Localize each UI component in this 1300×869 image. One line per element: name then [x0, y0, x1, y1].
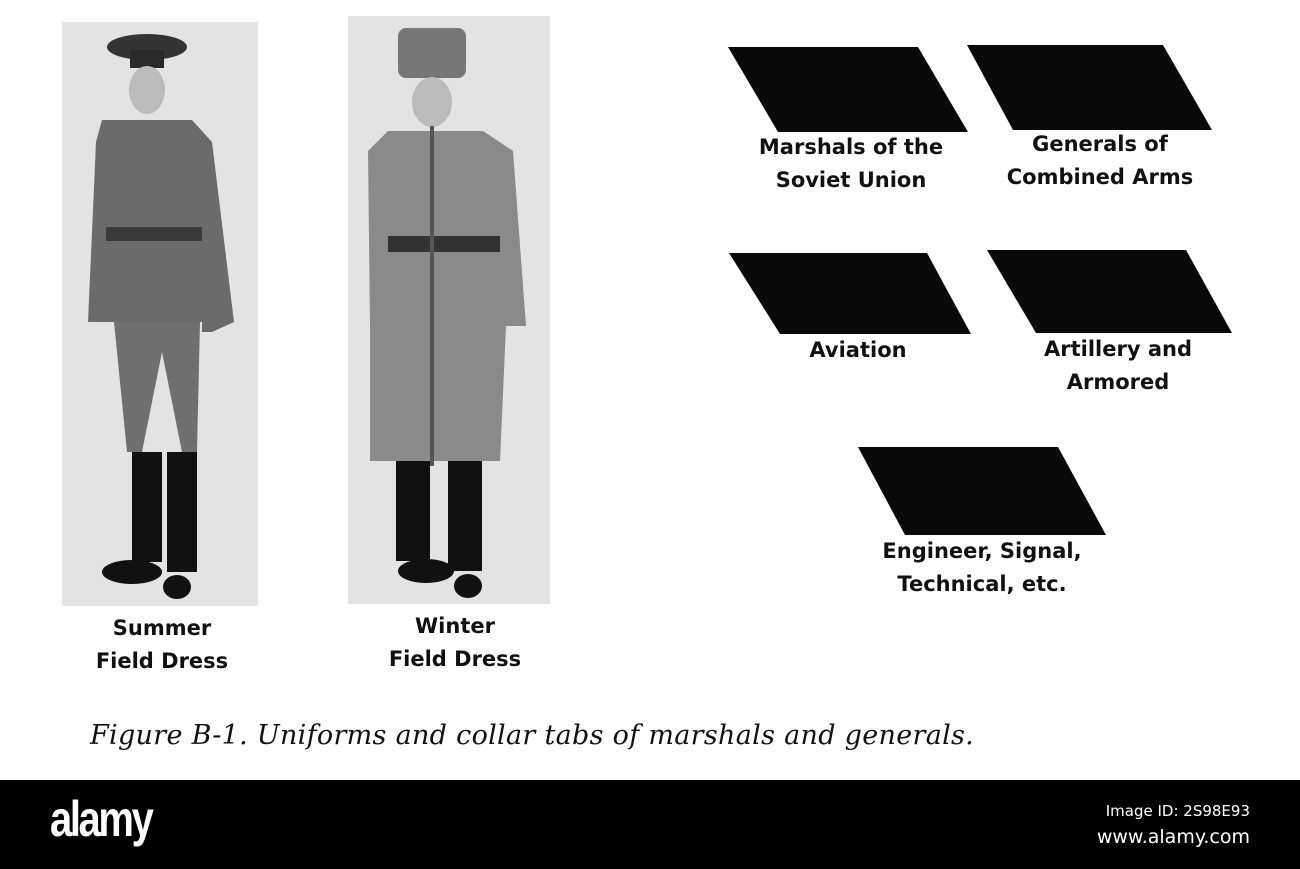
footer-bar [0, 780, 1300, 869]
tab-label-line: Generals of [1032, 132, 1168, 156]
collar-tab-generals-combined-arms [967, 45, 1212, 130]
tab-label-line: Artillery and [1044, 337, 1192, 361]
tab-label-generals [1007, 128, 1193, 194]
collar-tab-aviation [729, 253, 971, 334]
caption-line: Field Dress [95, 649, 229, 673]
tab-label-engineer [882, 535, 1081, 601]
alamy-logo: alamy [50, 791, 152, 847]
collar-tab-engineer-signal [858, 447, 1106, 535]
tab-label-line: Combined Arms [1006, 165, 1194, 189]
tab-label-line: Aviation [809, 338, 907, 362]
collar-tab-artillery-armored [987, 250, 1232, 333]
tab-label-marshals [759, 131, 943, 197]
caption-line: Summer [112, 616, 212, 640]
tab-label-line: Armored [1066, 370, 1170, 394]
figure-caption: Figure B-1. Uniforms and collar tabs of marshals and generals. [90, 720, 975, 751]
tab-label-line: Technical, etc. [897, 572, 1067, 596]
tab-label-line: Marshals of the [758, 135, 944, 159]
image-id: Image ID: 2S98E93 [1105, 802, 1250, 820]
tab-label-line: Engineer, Signal, [882, 539, 1082, 563]
collar-tab-marshals [728, 47, 968, 132]
tab-label-line: Soviet Union [775, 168, 927, 192]
site-url[interactable]: www.alamy.com [1096, 826, 1250, 848]
caption-line: Winter [415, 614, 495, 638]
tab-label-artillery [1044, 333, 1192, 399]
caption-line: Field Dress [388, 647, 522, 671]
tab-label-aviation [809, 334, 906, 367]
